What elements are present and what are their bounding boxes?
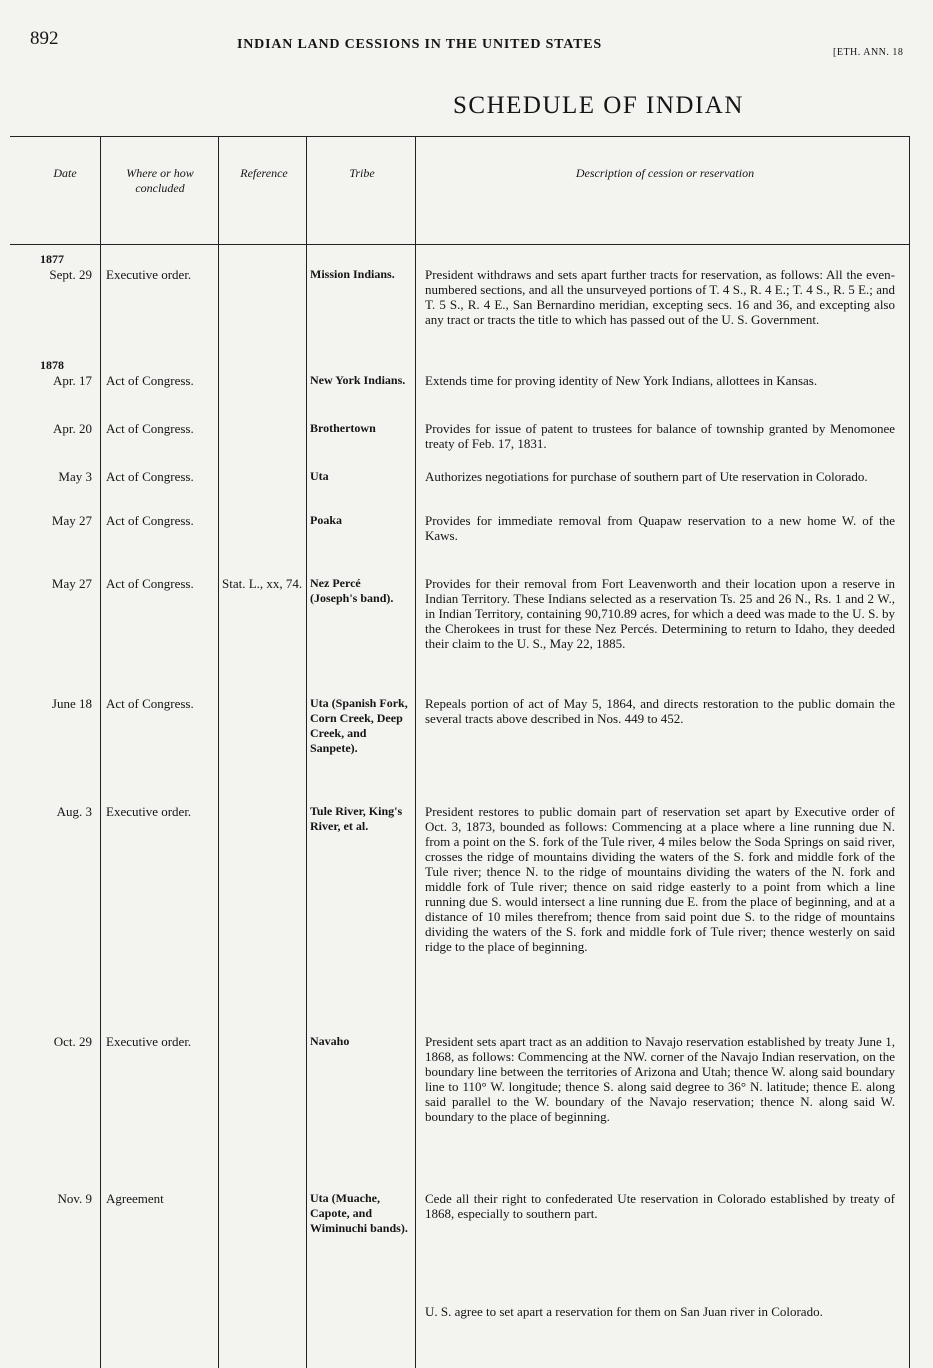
row-date: Apr. 17 xyxy=(53,373,92,388)
row-description: Provides for their removal from Fort Leavenworth and their location upon a reserve in Indian Territory. These Indians selected as a reservation Ts. 25 and 26 N., Rs. 1 and 2 W., in Indian Territory, containing 90,710.89 acres, for which a deed was made to the U. S. by the Cherokees in trust for these Nez Percés. Determining to return to Idaho, they deeded their claim to the U. S., May 22, 1885. xyxy=(425,576,895,651)
row-concluded: Executive order. xyxy=(106,267,192,282)
row-date: Aug. 3 xyxy=(56,804,92,819)
running-title: INDIAN LAND CESSIONS IN THE UNITED STATES xyxy=(237,37,603,52)
row-date: Apr. 20 xyxy=(53,421,92,436)
row-date: May 27 xyxy=(51,513,92,528)
row-description: Authorizes negotiations for purchase of southern part of Ute reservation in Colorado. xyxy=(425,469,868,484)
row-tribe: Uta xyxy=(310,469,329,483)
row-tribe: Brothertown xyxy=(310,421,376,435)
row-tribe: Navaho xyxy=(310,1034,350,1048)
row-concluded: Agreement xyxy=(106,1191,164,1206)
row-date: May 27 xyxy=(51,576,92,591)
row-date: Nov. 9 xyxy=(57,1191,92,1206)
row-tribe: Poaka xyxy=(310,513,343,527)
column-header-tribe: Tribe xyxy=(349,166,375,180)
row-description: Cede all their right to confederated Ute reservation in Colorado established by treaty of 1868, especially to southern part. xyxy=(425,1191,895,1221)
row-description: Provides for issue of patent to trustees for balance of township granted by Menomonee treaty of Feb. 17, 1831. xyxy=(425,421,895,451)
row-tribe: Tule River, King's River, et al. xyxy=(310,804,403,833)
row-tribe: Nez Percé (Joseph's band). xyxy=(310,576,394,605)
row-year: 1878 xyxy=(40,358,64,372)
row-concluded: Executive order. xyxy=(106,1034,192,1049)
page-header xyxy=(0,0,933,60)
row-tribe: Uta (Spanish Fork, Corn Creek, Deep Creek, and Sanpete). xyxy=(310,696,408,755)
row-concluded: Executive order. xyxy=(106,804,192,819)
row-date: June 18 xyxy=(51,696,92,711)
page-number: 892 xyxy=(30,28,59,49)
schedule-title: SCHEDULE OF INDIAN xyxy=(453,92,744,119)
row-description: President sets apart tract as an addition to Navajo reservation established by treaty June 1, 1868, as follows: Commencing at the NW. corner of the Navajo Indian reservation, on the boundary line between the territories of Arizona and Utah; thence W. along said boundary line to 110° W. longitude; thence S. along said degree to 36° N. latitude; thence E. along said parallel to the W. boundary of the Navajo reservation; thence N. along said W. boundary to the place of beginning. xyxy=(425,1034,895,1124)
row-concluded: Act of Congress. xyxy=(106,696,194,711)
row-date: Oct. 29 xyxy=(53,1034,92,1049)
row-tribe: Uta (Muache, Capote, and Wiminuchi bands). xyxy=(310,1191,408,1235)
row-tribe: New York Indians. xyxy=(310,373,406,387)
column-header-description: Description of cession or reservation xyxy=(575,166,755,180)
table-top-rule xyxy=(10,136,910,137)
running-reference: [ETH. ANN. 18 xyxy=(833,47,904,58)
row-description: U. S. agree to set apart a reservation for them on San Juan river in Colorado. xyxy=(425,1304,823,1319)
column-divider xyxy=(218,136,219,1368)
column-header-concluded: Where or how concluded xyxy=(126,166,194,195)
row-description: Repeals portion of act of May 5, 1864, and directs restoration to the public domain the several tracts above described in Nos. 449 to 452. xyxy=(425,696,895,726)
row-concluded: Act of Congress. xyxy=(106,373,194,388)
row-concluded: Act of Congress. xyxy=(106,421,194,436)
column-divider xyxy=(100,136,101,1368)
column-divider xyxy=(909,136,910,1368)
row-description: Provides for immediate removal from Quapaw reservation to a new home W. of the Kaws. xyxy=(425,513,895,543)
row-date: Sept. 29 xyxy=(49,267,92,282)
column-divider xyxy=(306,136,307,1368)
row-tribe: Mission Indians. xyxy=(310,267,395,281)
row-description: President restores to public domain part of reservation set apart by Executive order of Oct. 3, 1873, bounded as follows: Commencing at a place where a line running due N. from a point on the S. fork of the Tule river, 4 miles below the Soda Springs on said river, crosses the ridge of mountains dividing the waters of the S. fork and middle fork of the Tule river; thence N. to the ridge of mountains dividing the waters of the N. fork and middle fork of Tule river; thence on said ridge easterly to a point from which a line running due S. would intersect a line running due E. from the place of beginning, and at a distance of 10 miles therefrom; thence from said point due S. to the ridge of mountains dividing the waters of the S. fork and middle fork of Tule river; thence westerly on said ridge to the place of beginning. xyxy=(425,804,895,954)
column-header-reference: Reference xyxy=(240,166,288,180)
column-divider xyxy=(415,136,416,1368)
row-concluded: Act of Congress. xyxy=(106,576,194,591)
row-description: President withdraws and sets apart further tracts for reservation, as follows: All the even-numbered sections, and all the unsurveyed portions of T. 4 S., R. 4 E.; T. 4 S., R. 5 E.; and T. 5 S., R. 4 E., San Bernardino meridian, excepting secs. 16 and 36, and excepting also any tract or tracts the title to which has passed out of the U. S. Government. xyxy=(425,267,895,327)
row-concluded: Act of Congress. xyxy=(106,469,194,484)
row-date: May 3 xyxy=(58,469,92,484)
header-rule xyxy=(10,244,910,245)
cession-table xyxy=(10,136,910,1368)
row-concluded: Act of Congress. xyxy=(106,513,194,528)
row-year: 1877 xyxy=(40,252,64,266)
row-description: Extends time for proving identity of New York Indians, allottees in Kansas. xyxy=(425,373,818,388)
row-reference: Stat. L., xx, 74. xyxy=(222,576,303,591)
column-header-date: Date xyxy=(53,166,77,180)
